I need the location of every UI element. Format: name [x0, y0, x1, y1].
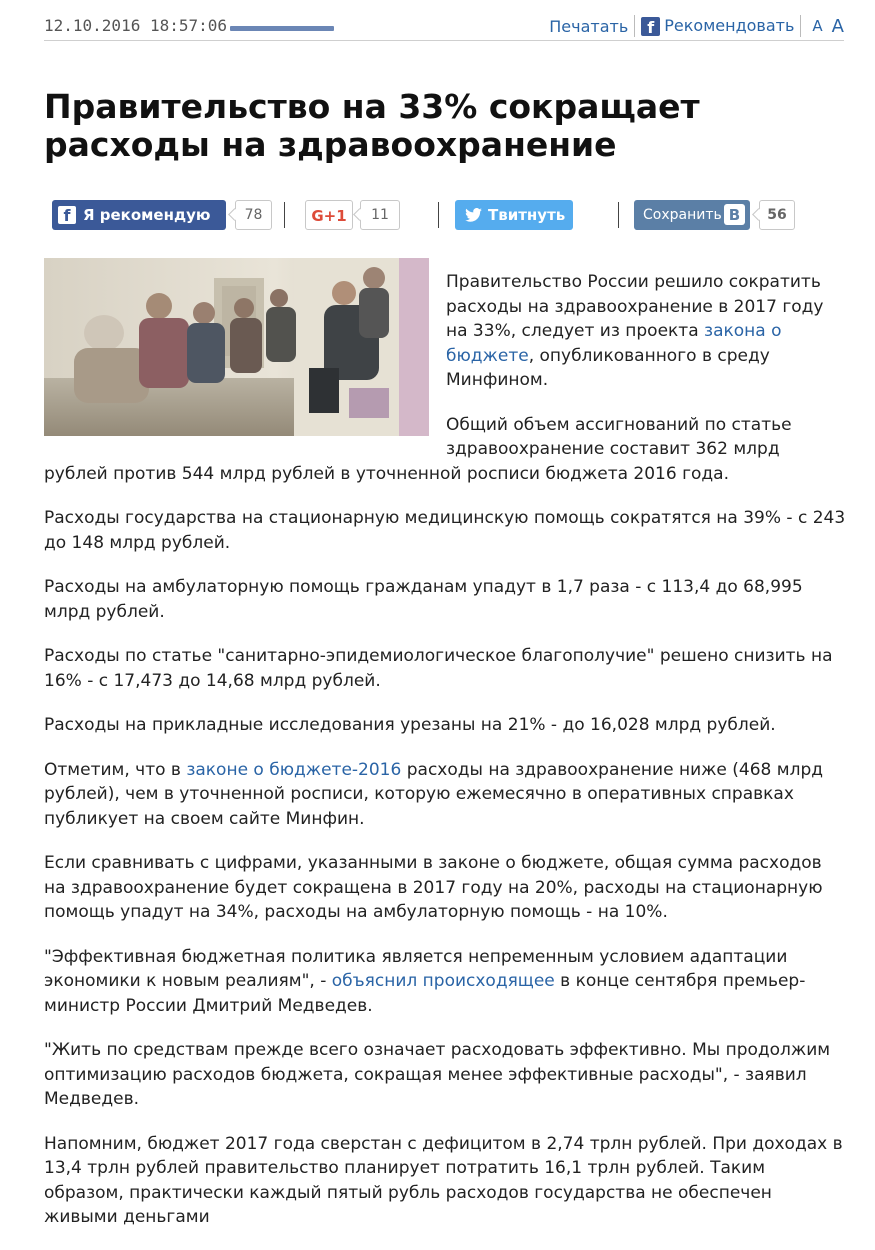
vk-save-button[interactable]	[634, 200, 750, 230]
divider	[438, 202, 439, 228]
divider	[634, 15, 635, 37]
date-underline-bar	[230, 26, 334, 31]
publish-datetime: 12.10.2016 18:57:06	[44, 16, 228, 35]
paragraph-text: Отметим, что в	[44, 759, 187, 780]
paragraph-text: Общий объем ассигнований по статье здравоохранение составит 362 млрд	[446, 414, 792, 459]
recommend-link[interactable]	[641, 16, 794, 36]
article-paragraph: Расходы на амбулаторную помощь гражданам упадут в 1,7 раза - с 113,4 до 68,995 млрд рублей.	[44, 577, 803, 622]
paragraph-text: в конце сентября премьер-министр России Дмитрий Медведев.	[44, 971, 806, 1016]
print-link[interactable]: Печатать	[549, 16, 629, 36]
article-paragraph: Расходы на прикладные исследования урезаны на 21% - до 16,028 млрд рублей.	[44, 715, 776, 735]
facebook-icon: f	[58, 206, 76, 224]
paragraph-text: , опубликованного в среду Минфином.	[446, 345, 770, 390]
paragraph-text: расходы на здравоохранение ниже (468 млрд рублей), чем в уточненной росписи, которую ежемесячно в оперативных справках публикует на своем сайте Минфин.	[44, 759, 824, 829]
twitter-bird-icon	[465, 208, 482, 222]
budget-law-2016-link[interactable]: законе о бюджете-2016	[186, 759, 402, 780]
facebook-share-count: 78	[235, 200, 272, 230]
vk-save-label: Сохранить	[643, 207, 722, 223]
google-plus-label: G+1	[311, 207, 347, 225]
google-plus-button[interactable]	[305, 200, 353, 230]
article-paragraph	[44, 413, 846, 487]
top-bar	[44, 10, 844, 41]
article-paragraph	[44, 758, 846, 832]
divider	[618, 202, 619, 228]
paragraph-text: рублей против 544 млрд рублей в уточненной росписи бюджета 2016 года.	[44, 463, 730, 484]
recommend-label: Рекомендовать	[664, 16, 795, 35]
social-share-bar	[52, 200, 812, 234]
article-paragraph: Расходы государства на стационарную медицинскую помощь сократятся на 39% - с 243 до 148 млрд рублей.	[44, 508, 846, 553]
paragraph-text: Правительство России решило сократить расходы на здравоохранение в 2017 году на 33%, следует из проекта	[446, 272, 824, 341]
top-actions	[549, 15, 844, 37]
explained-link[interactable]: объяснил происходящее	[331, 971, 555, 991]
vk-logo-icon: B	[724, 204, 745, 225]
google-plus-count: 11	[360, 200, 400, 230]
facebook-share-button[interactable]	[52, 200, 226, 230]
divider	[800, 15, 801, 37]
article-paragraph	[446, 270, 846, 393]
font-increase-button[interactable]: A	[831, 15, 844, 37]
budget-law-link[interactable]: закона о бюджете	[446, 321, 782, 366]
article-paragraph: Расходы по статье "санитарно-эпидемиологическое благополучие" решено снизить на 16% - с 17,473 до 14,68 млрд рублей.	[44, 646, 833, 691]
paragraph-text: "Эффективная бюджетная политика является непременным условием адаптации экономики к новым реалиям", -	[44, 946, 788, 991]
facebook-icon: f	[641, 17, 660, 36]
article-paragraph: Если сравнивать с цифрами, указанными в законе о бюджете, общая сумма расходов на здравоохранение будет сокращена в 2017 году на 20%, расходы на стационарную помощь упадут на 34%, расходы на амбулаторную помощь - на 10%.	[44, 853, 823, 922]
font-decrease-button[interactable]: A	[812, 17, 823, 35]
twitter-share-button[interactable]	[455, 200, 573, 230]
article-title: Правительство на 33% сокращает расходы на здравоохранение	[44, 87, 700, 164]
article-paragraph	[44, 945, 846, 1019]
vk-save-count: 56	[759, 200, 795, 230]
divider	[284, 202, 285, 228]
article-paragraph: Напомним, бюджет 2017 года сверстан с дефицитом в 2,74 трлн рублей. При доходах в 13,4 трлн рублей правительство планирует потратить 16,1 трлн рублей. Таким образом, практически каждый пятый рубль расходов государства не обеспечен живыми деньгами	[44, 1133, 843, 1227]
facebook-share-label: Я рекомендую	[83, 206, 211, 224]
twitter-share-label: Твитнуть	[488, 206, 566, 224]
article-body	[44, 270, 846, 1250]
article-paragraph: "Жить по средствам прежде всего означает расходовать эффективно. Мы продолжим оптимизацию расходов бюджета, сокращая менее эффективные расходы", - заявил Медведев.	[44, 1040, 831, 1109]
